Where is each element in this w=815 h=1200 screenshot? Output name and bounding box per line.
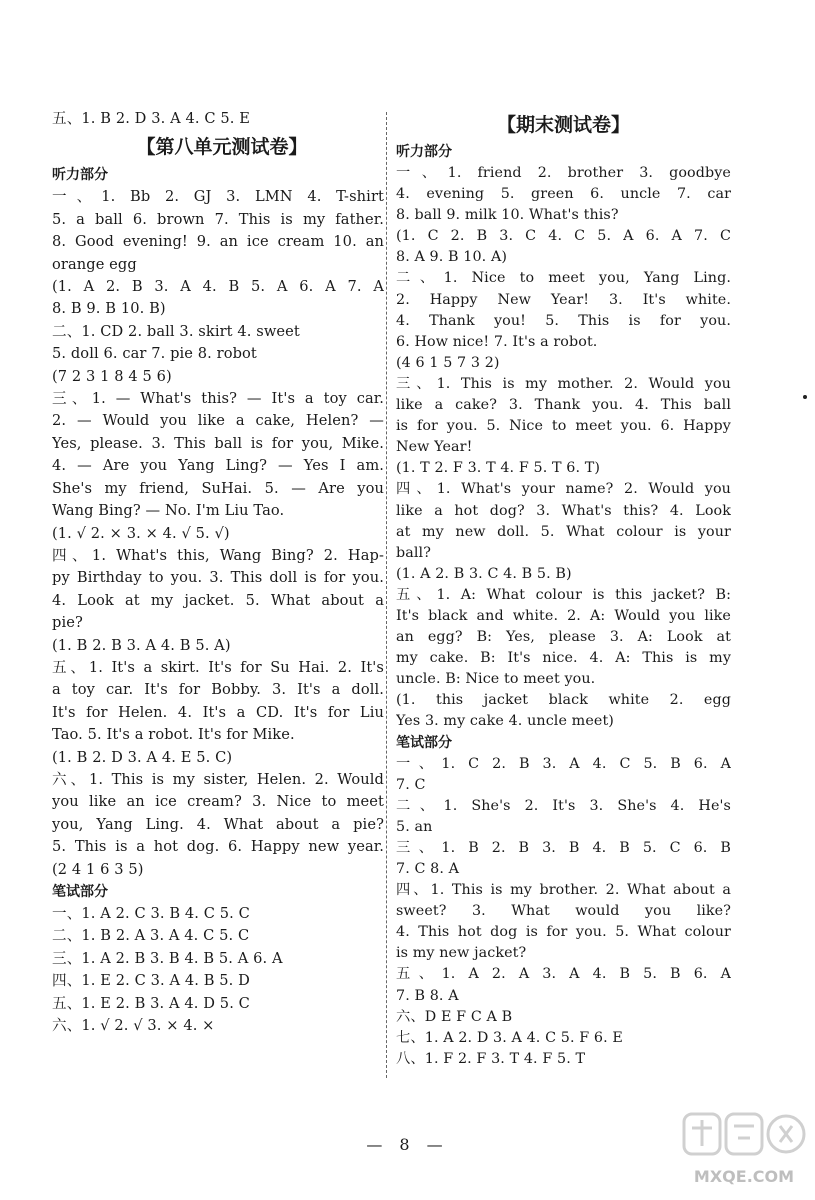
column-divider [386,112,387,1078]
answer-line: (1. B 2. B 3. A 4. B 5. A) [52,636,231,654]
watermark-logo [680,1110,808,1192]
answer-line: 一、1. friend 2. brother 3. goodbye [396,165,731,181]
answer-line: 五、1. It's a skirt. It's for Su Hai. 2. It's [52,658,384,676]
right-listening-label: 听力部分 [396,144,452,160]
answer-line: Tao. 5. It's a robot. It's for Mike. [52,726,295,744]
answer-line: 五、1. E 2. B 3. A 4. D 5. C [52,994,250,1012]
answer-line: 4. — Are you Yang Ling? — Yes I am. [52,457,384,475]
answer-line: 5. doll 6. car 7. pie 8. robot [52,345,257,363]
answer-line: uncle. B: Nice to meet you. [396,671,596,688]
right-column [396,108,731,1070]
right-written-section [396,754,731,1070]
answer-line: 五、1. A: What colour is this jacket? B: [396,586,731,603]
answer-line: (1. B 2. D 3. A 4. E 5. C) [52,748,233,766]
answer-line: She's my friend, SuHai. 5. — Are you [52,479,384,497]
answer-line: ball? [396,544,431,561]
answer-line: py Birthday to you. 3. This doll is for you. [52,569,384,587]
left-top-answer-line: 五、1. B 2. D 3. A 4. C 5. E [52,110,250,127]
answer-line: 8. A 9. B 10. A) [396,249,508,266]
answer-line: Wang Bing? — No. I'm Liu Tao. [52,502,285,520]
margin-speck [803,395,807,399]
answer-line: you, Yang Ling. 4. What about a pie? [52,815,384,833]
answer-line: orange egg [52,255,137,273]
answer-line: 5. an [396,818,433,835]
answer-line: 六、D E F C A B [396,1008,513,1025]
answer-line: 六、1. This is my sister, Helen. 2. Would [52,770,384,788]
answer-line: 八、1. F 2. F 3. T 4. F 5. T [396,1050,586,1067]
page-number: — 8 — [366,1135,449,1154]
answer-line: 一、1. A 2. C 3. B 4. C 5. C [52,905,250,922]
answer-line: 四、1. What's your name? 2. Would you [396,481,731,498]
answer-line: 4. This hot dog is for you. 5. What colour [396,924,731,941]
answer-line: 7. B 8. A [396,987,459,1004]
answer-line: (1. this jacket black white 2. egg [396,692,731,709]
answer-line: 三、1. A 2. B 3. B 4. B 5. A 6. A [52,949,283,967]
answer-line: you like an ice cream? 3. Nice to meet [52,793,384,811]
answer-line: 5. This is a hot dog. 6. Happy new year. [52,838,384,856]
answer-line: 2. Happy New Year! 3. It's white. [396,291,731,308]
answer-line: (1. A 2. B 3. C 4. B 5. B) [396,565,572,582]
answer-line: 4. Thank you! 5. This is for you. [396,312,731,329]
answer-line: sweet? 3. What would you like? [396,903,731,920]
answer-line: 4. Look at my jacket. 5. What about a [52,591,384,609]
answer-line: pie? [52,614,83,632]
answer-line: my cake. B: It's nice. 4. A: This is my [396,650,731,667]
answer-line: at my new doll. 5. What colour is your [396,523,731,540]
answer-line: It's for Helen. 4. It's a CD. It's for Liu [52,703,384,721]
answer-line: 二、1. B 2. A 3. A 4. C 5. C [52,927,250,945]
answer-line: (1. A 2. B 3. A 4. B 5. A 6. A 7. A [52,278,384,296]
answer-line: like a cake? 3. Thank you. 4. This ball [396,397,731,414]
answer-line: It's black and white. 2. A: Would you like [396,607,731,624]
answer-line: (1. C 2. B 3. C 4. C 5. A 6. A 7. C [396,228,731,245]
answer-line: (2 4 1 6 3 5) [52,860,144,878]
final-exam-heading: 【期末测试卷】 [496,114,630,136]
answer-line: Yes, please. 3. This ball is for you, Mike. [52,434,384,452]
answer-line: 三、1. B 2. B 3. B 4. B 5. C 6. B [396,839,731,856]
answer-line: 一、1. Bb 2. GJ 3. LMN 4. T-shirt [52,188,384,206]
left-written-section [52,903,384,1037]
answer-line: 五、1. A 2. A 3. A 4. B 5. B 6. A [396,966,731,983]
answer-line: is for you. 5. Nice to meet you. 6. Happy [396,418,731,435]
answer-line: 二、1. CD 2. ball 3. skirt 4. sweet [52,322,300,340]
answer-line: New Year! [396,439,473,456]
answer-line: 二、1. Nice to meet you, Yang Ling. [396,270,731,287]
answer-line: 8. ball 9. milk 10. What's this? [396,207,619,224]
answer-line: 8. Good evening! 9. an ice cream 10. an [52,233,384,251]
answer-line: Yes 3. my cake 4. uncle meet) [396,713,614,730]
answer-line: (1. T 2. F 3. T 4. F 5. T 6. T) [396,460,601,477]
answer-line: 三、1. — What's this? — It's a toy car. [52,390,384,408]
answer-line: an egg? B: Yes, please 3. A: Look at [396,629,731,646]
left-column [52,108,384,1037]
answer-line: is my new jacket? [396,945,527,962]
answer-line: 四、1. What's this, Wang Bing? 2. Hap- [52,546,384,564]
answer-line: 8. B 9. B 10. B) [52,300,166,318]
answer-line: 四、1. E 2. C 3. A 4. B 5. D [52,972,250,990]
answer-line: 5. a ball 6. brown 7. This is my father. [52,210,384,228]
answer-line: 7. C 8. A [396,861,460,877]
answer-line: 2. — Would you like a cake, Helen? — [52,412,384,430]
unit-eight-test-heading: 【第八单元测试卷】 [136,136,308,159]
left-written-label: 笔试部分 [52,884,108,900]
answer-line: 四、1. This is my brother. 2. What about a [396,882,731,899]
answer-line: 六、1. √ 2. √ 3. × 4. × [52,1017,215,1035]
answer-line: 二、1. She's 2. It's 3. She's 4. He's [396,797,731,814]
answer-line: 6. How nice! 7. It's a robot. [396,333,598,350]
left-listening-label: 听力部分 [52,167,108,184]
answer-line: (4 6 1 5 7 3 2) [396,354,500,371]
watermark-url: MXQE.COM [693,1167,795,1186]
answer-line: a toy car. It's for Bobby. 3. It's a doll. [52,681,384,699]
right-listening-section [396,163,731,733]
answer-line: like a hot dog? 3. What's this? 4. Look [396,502,731,519]
right-written-label: 笔试部分 [396,734,452,751]
left-listening-section [52,186,384,881]
answer-line: 三、1. This is my mother. 2. Would you [396,375,731,392]
answer-line: (7 2 3 1 8 4 5 6) [52,367,172,385]
answer-line: 一、1. C 2. B 3. A 4. C 5. B 6. A [396,755,731,772]
answer-line: 七、1. A 2. D 3. A 4. C 5. F 6. E [396,1029,623,1046]
answer-line: (1. √ 2. × 3. × 4. √ 5. √) [52,524,230,542]
answer-line: 4. evening 5. green 6. uncle 7. car [396,186,731,203]
answer-line: 7. C [396,776,426,793]
